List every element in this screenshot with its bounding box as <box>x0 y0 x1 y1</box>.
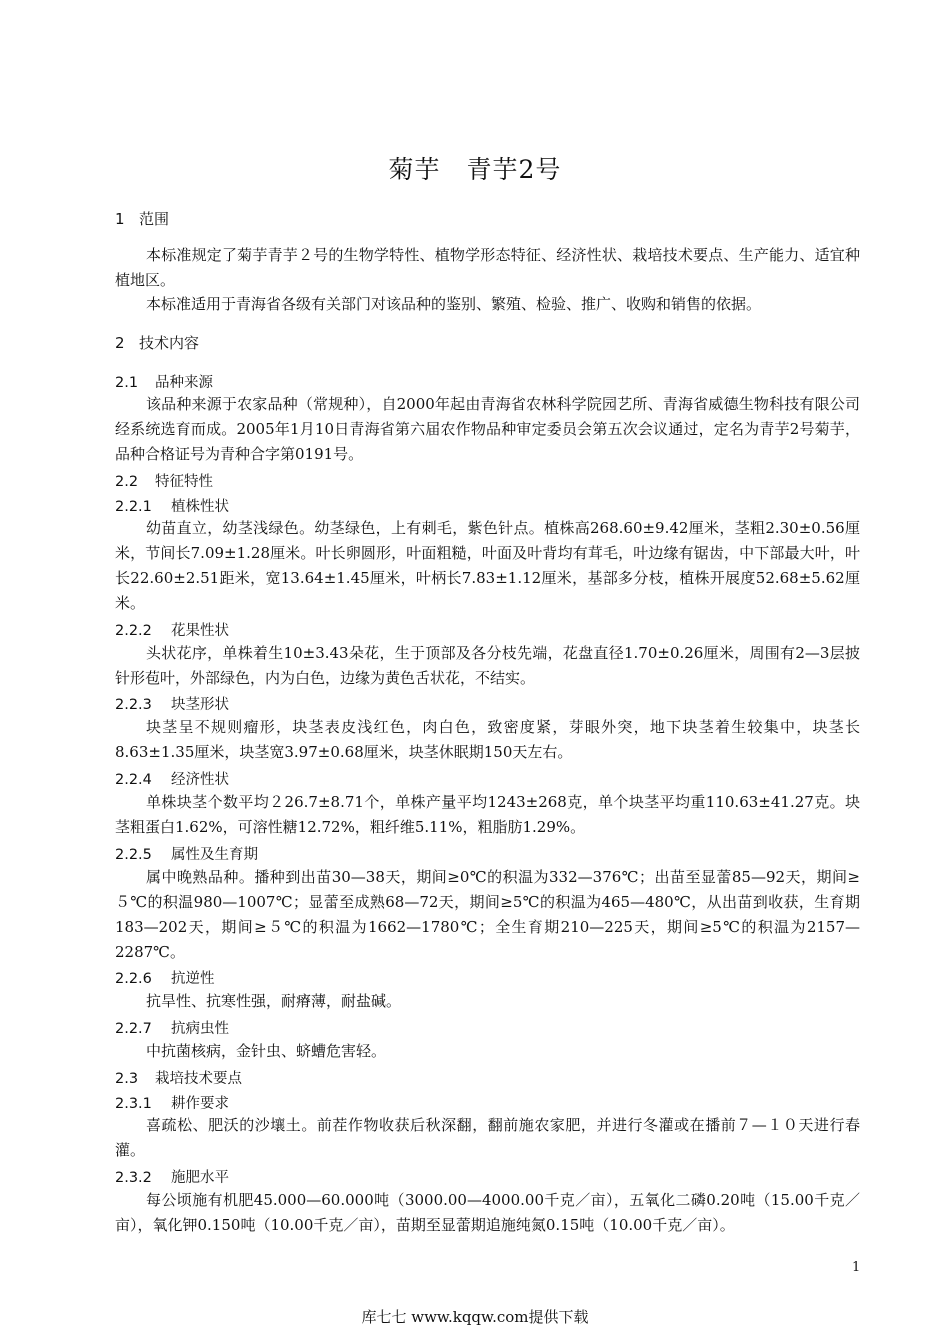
document-title: 菊芋 青芋2号 <box>388 155 562 184</box>
subsection-number: 2.2.4 <box>115 772 152 788</box>
subsection-heading-cultivation <box>115 1067 242 1088</box>
download-footer: 库七七 www.kqqw.com提供下载 <box>361 1308 589 1326</box>
subsection-number: 2.2.2 <box>115 623 152 639</box>
section-label: 范围 <box>139 210 170 228</box>
plant-paragraph: 幼苗直立，幼茎浅绿色。幼茎绿色，上有刺毛，紫色针点。植株高268.60±9.42厘米，茎粗2.30±0.56厘米，节间长7.09±1.28厘米。叶长卵圆形，叶面粗糙，叶面及叶背均有茸毛，叶边缘有锯齿，中下部最大叶，叶长22.60±2.51距米，宽13.64±1.45厘米，叶柄长7.83±1.12厘米，基部多分枝，植株开展度52.68±5.62厘米。 <box>115 519 860 612</box>
subsection-number: 2.2.7 <box>115 1021 152 1037</box>
subsection-number: 2.3.1 <box>115 1096 152 1112</box>
subsection-heading-tillage <box>115 1092 229 1113</box>
subsection-label: 经济性状 <box>171 772 229 788</box>
tuber-paragraph: 块茎呈不规则瘤形，块茎表皮浅红色，肉白色，致密度紧，芽眼外突，地下块茎着生较集中，块茎长8.63±1.35厘米，块茎宽3.97±0.68厘米，块茎休眠期150天左右。 <box>115 718 860 761</box>
subsection-label: 植株性状 <box>171 499 229 515</box>
subsection-heading-origin <box>115 371 213 392</box>
fertilization-paragraph: 每公顷施有机肥45.000—60.000吨（3000.00—4000.00千克／亩），五氧化二磷0.20吨（15.00千克／亩），氧化钾0.150吨（10.00千克／亩），苗期至显蕾期追施纯氮0.15吨（10.00千克／亩）。 <box>115 1191 860 1234</box>
subsection-label: 品种来源 <box>155 375 213 391</box>
stress-resistance-paragraph: 抗旱性、抗寒性强，耐瘠薄，耐盐碱。 <box>146 992 402 1010</box>
subsection-number: 2.3.2 <box>115 1170 152 1186</box>
flower-paragraph: 头状花序，单株着生10±3.43朵花，生于顶部及各分枝先端，花盘直径1.70±0.26厘米，周围有2—3层披针形苞叶，外部绿色，内为白色，边缘为黄色舌状花，不结实。 <box>115 644 860 687</box>
subsection-label: 施肥水平 <box>171 1170 229 1186</box>
subsection-heading-tuber <box>115 693 229 714</box>
subsection-number: 2.2.3 <box>115 697 152 713</box>
scope-paragraph-2: 本标准适用于青海省各级有关部门对该品种的鉴别、繁殖、检验、推广、收购和销售的依据。 <box>146 295 762 313</box>
section-number: 1 <box>115 210 125 228</box>
subsection-heading-economic <box>115 768 229 789</box>
page-number: 1 <box>852 1260 861 1275</box>
subsection-heading-pest-resistance <box>115 1017 229 1038</box>
subsection-heading-plant <box>115 495 229 516</box>
subsection-label: 抗病虫性 <box>171 1021 229 1037</box>
pest-resistance-paragraph: 中抗菌核病，金针虫、蛴螬危害轻。 <box>146 1042 387 1060</box>
economic-paragraph: 单株块茎个数平均２26.7±8.71个，单株产量平均1243±268克，单个块茎平均重110.63±41.27克。块茎粗蛋白1.62%，可溶性糖12.72%，粗纤维5.11%，粗脂肪1.29%。 <box>115 793 860 836</box>
subsection-number: 2.2 <box>115 474 139 490</box>
subsection-label: 花果性状 <box>171 623 229 639</box>
subsection-number: 2.2.1 <box>115 499 152 515</box>
subsection-label: 特征特性 <box>155 474 213 490</box>
section-number: 2 <box>115 334 125 352</box>
subsection-heading-characteristics <box>115 470 213 491</box>
subsection-heading-flower <box>115 619 229 640</box>
subsection-number: 2.2.6 <box>115 971 152 987</box>
subsection-heading-stress-resistance <box>115 967 215 988</box>
tillage-paragraph: 喜疏松、肥沃的沙壤土。前茬作物收获后秋深翻，翻前施农家肥，并进行冬灌或在播前７—１０天进行春灌。 <box>115 1116 860 1159</box>
section-heading-scope <box>115 208 169 229</box>
scope-paragraph-1: 本标准规定了菊芋青芋２号的生物学特性、植物学形态特征、经济性状、栽培技术要点、生产能力、适宜种植地区。 <box>115 246 860 289</box>
subsection-number: 2.2.5 <box>115 847 152 863</box>
subsection-label: 耕作要求 <box>171 1096 229 1112</box>
subsection-heading-growth-period <box>115 843 258 864</box>
growth-period-paragraph: 属中晚熟品种。播种到出苗30—38天，期间≥0℃的积温为332—376℃；出苗至显蕾85—92天，期间≥５℃的积温980—1007℃；显蕾至成熟68—72天，期间≥5℃的积温为465—480℃，从出苗到收获，生育期183—202天，期间≥５℃的积温为1662—1780℃；全生育期210—225天，期间≥5℃的积温为2157—2287℃。 <box>115 868 860 961</box>
subsection-number: 2.3 <box>115 1071 139 1087</box>
subsection-heading-fertilization <box>115 1166 229 1187</box>
section-label: 技术内容 <box>139 334 200 352</box>
subsection-label: 抗逆性 <box>171 971 215 987</box>
subsection-label: 栽培技术要点 <box>155 1071 242 1087</box>
subsection-number: 2.1 <box>115 375 139 391</box>
origin-paragraph: 该品种来源于农家品种（常规种），自2000年起由青海省农林科学院园艺所、青海省威德生物科技有限公司经系统选育而成。2005年1月10日青海省第六届农作物品种审定委员会第五次会议通过，定名为青芋2号菊芋，品种合格证号为青种合字第0191号。 <box>115 395 860 463</box>
section-heading-technical <box>115 332 199 353</box>
subsection-label: 属性及生育期 <box>171 847 258 863</box>
subsection-label: 块茎形状 <box>171 697 229 713</box>
